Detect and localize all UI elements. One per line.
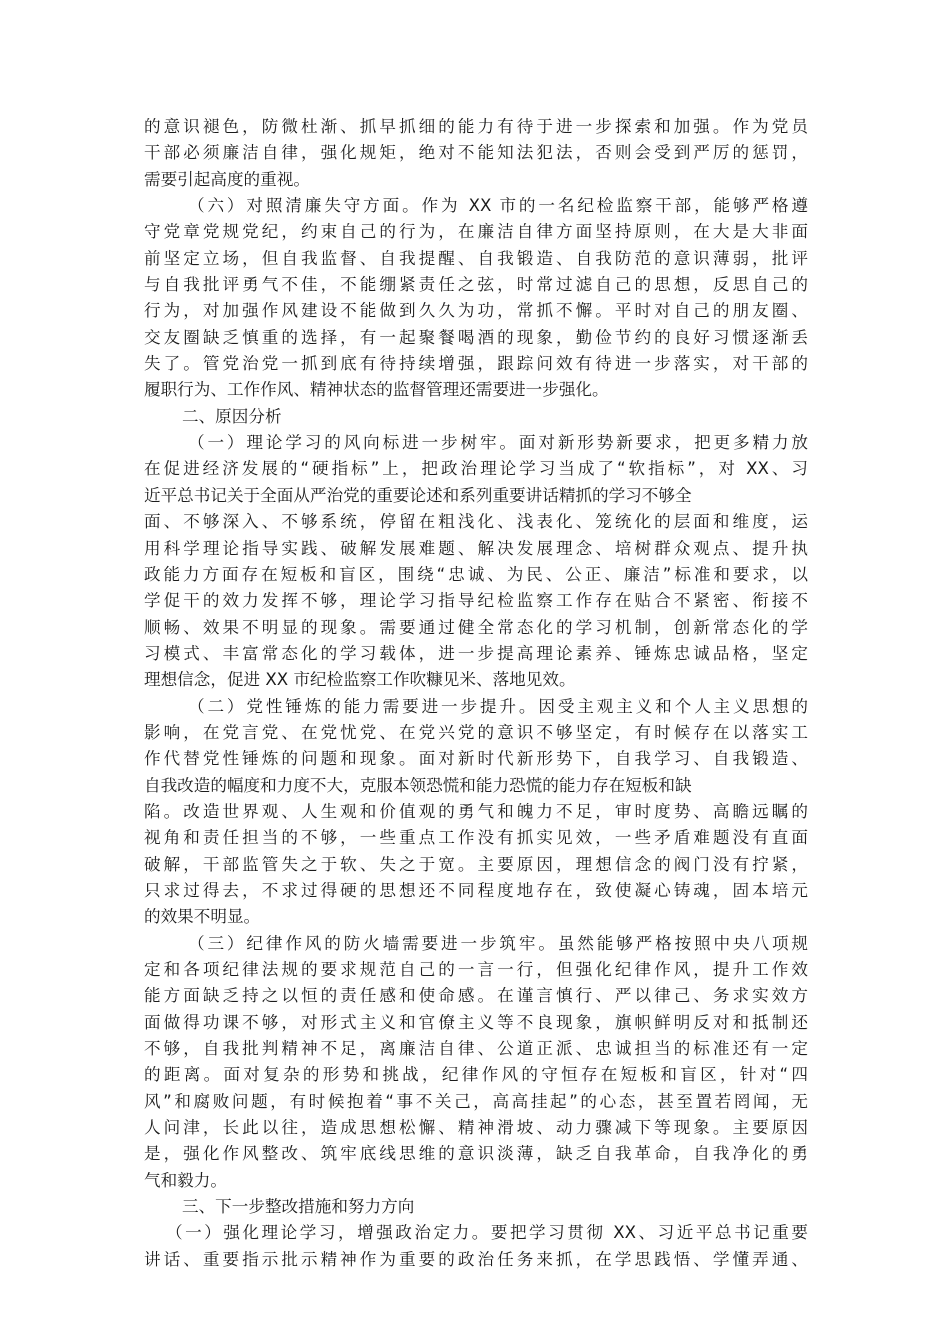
text-line: 作代替党性锤炼的问题和现象。面对新时代新形势下，自我学习、自我锻造、 bbox=[144, 749, 808, 769]
text-line: 定和各项纪律法规的要求规范自己的一言一行，但强化纪律作风，提升工作效 bbox=[144, 960, 808, 979]
document-body bbox=[144, 114, 808, 1273]
text-line: 视角和责任担当的不够，一些重点工作没有抓实见效，一些矛盾难题没有直面 bbox=[144, 828, 808, 848]
text-line: 只求过得去，不求过得硬的思想还不同程度地存在，致使凝心铸魂，固本培元 bbox=[144, 880, 808, 900]
text-line: 干部必须廉洁自律，强化规矩，绝对不能知法犯法，否则会受到严厉的惩罚， bbox=[144, 143, 808, 163]
text-line: 的意识褪色，防微杜渐、抓早抓细的能力有待于进一步探索和加强。作为党员 bbox=[144, 117, 808, 136]
text-line: 守党章党规党纪，约束自己的行为，在廉洁自律方面坚持原则，在大是大非面 bbox=[144, 222, 808, 242]
text-line: 破解，干部监管失之于软、失之于宽。主要原因，理想信念的阀门没有拧紧， bbox=[144, 854, 808, 874]
text-line: 的效果不明显。 bbox=[144, 907, 261, 927]
text-line: 失了。管党治党一抓到底有待持续增强，跟踪问效有待进一步落实，对干部的 bbox=[144, 354, 808, 374]
text-line: 用科学理论指导实践、破解发展难题、解决发展理念、培树群众观点、提升执 bbox=[144, 538, 808, 558]
text-line: 讲话、重要指示批示精神作为重要的政治任务来抓，在学思践悟、学懂弄通、 bbox=[144, 1249, 808, 1269]
text-line: 的距离。面对复杂的形势和挑战，纪律作风的守恒存在短板和盲区，针对“四 bbox=[144, 1065, 808, 1085]
text-line: 习模式、丰富常态化的学习载体，进一步提高理论素养、锤炼忠诚品格，坚定 bbox=[144, 643, 808, 663]
text-line: 前坚定立场，但自我监督、自我提醒、自我锻造、自我防范的意识薄弱，批评 bbox=[144, 248, 808, 268]
text-line: 陷。改造世界观、人生观和价值观的勇气和魄力不足，审时度势、高瞻远瞩的 bbox=[144, 801, 808, 821]
text-line: 面做得功课不够，对形式主义和官僚主义等不良现象，旗帜鲜明反对和抵制还 bbox=[144, 1012, 808, 1032]
text-line: 风”和腐败问题，有时候抱着“事不关己，高高挂起”的心态，甚至置若罔闻，无 bbox=[144, 1091, 808, 1111]
text-line: 自我改造的幅度和力度不大，克服本领恐慌和能力恐慌的能力存在短板和缺 bbox=[144, 775, 692, 795]
text-line: 顺畅、效果不明显的现象。需要通过健全常态化的学习机制，创新常态化的学 bbox=[144, 617, 808, 637]
text-line: 不够，自我批判精神不足，离廉洁自律、公道正派、忠诚担当的标准还有一定 bbox=[144, 1039, 808, 1059]
text-line: 气和毅力。 bbox=[144, 1170, 227, 1190]
text-line: 学促干的效力发挥不够，理论学习指导纪检监察工作存在贴合不紧密、衔接不 bbox=[144, 591, 808, 611]
text-line: （一）强化理论学习，增强政治定力。要把学习贯彻 XX、习近平总书记重要 bbox=[166, 1223, 808, 1243]
text-line: 面、不够深入、不够系统，停留在粗浅化、浅表化、笼统化的层面和维度，运 bbox=[144, 512, 808, 532]
text-line: 在促进经济发展的“硬指标”上，把政治理论学习当成了“软指标”，对 XX、习 bbox=[144, 459, 808, 479]
text-line: 履职行为、工作作风、精神状态的监督管理还需要进一步强化。 bbox=[144, 380, 609, 400]
text-line: 是，强化作风整改、筑牢底线思维的意识淡薄，缺乏自我革命，自我净化的勇 bbox=[144, 1144, 808, 1164]
text-line: （六）对照清廉失守方面。作为 XX 市的一名纪检监察干部，能够严格遵 bbox=[188, 196, 808, 216]
section-heading: 二、原因分析 bbox=[182, 406, 282, 426]
text-line: 与自我批评勇气不佳，不能绷紧责任之弦，时常过滤自己的思想，反思自己的 bbox=[144, 275, 808, 295]
text-line: 人问津，长此以往，造成思想松懈、精神滑坡、动力骤减下等现象。主要原因 bbox=[144, 1118, 808, 1138]
text-line: 交友圈缺乏慎重的选择，有一起聚餐喝酒的现象，勤俭节约的良好习惯逐渐丢 bbox=[144, 327, 808, 347]
text-line: （一）理论学习的风向标进一步树牢。面对新形势新要求，把更多精力放 bbox=[188, 433, 808, 453]
text-line: 需要引起高度的重视。 bbox=[144, 169, 310, 189]
text-line: 理想信念，促进 XX 市纪检监察工作吹糠见米、落地见效。 bbox=[144, 670, 576, 690]
text-line: 近平总书记关于全面从严治党的重要论述和系列重要讲话精抓的学习不够全 bbox=[144, 485, 692, 505]
text-line: 能方面缺乏持之以恒的责任感和使命感。在谨言慎行、严以律己、务求实效方 bbox=[144, 986, 808, 1006]
text-line: 政能力方面存在短板和盲区，围绕“忠诚、为民、公正、廉洁”标准和要求，以 bbox=[144, 564, 808, 584]
text-line: （二）党性锤炼的能力需要进一步提升。因受主观主义和个人主义思想的 bbox=[188, 696, 808, 716]
text-line: （三）纪律作风的防火墙需要进一步筑牢。虽然能够严格按照中央八项规 bbox=[188, 933, 808, 953]
text-line: 行为，对加强作风建设不能做到久久为功，常抓不懈。平时对自己的朋友圈、 bbox=[144, 301, 808, 321]
text-line: 影响，在党言党、在党忧党、在党兴党的意识不够坚定，有时候存在以落实工 bbox=[144, 722, 808, 742]
section-heading: 三、下一步整改措施和努力方向 bbox=[182, 1197, 415, 1217]
